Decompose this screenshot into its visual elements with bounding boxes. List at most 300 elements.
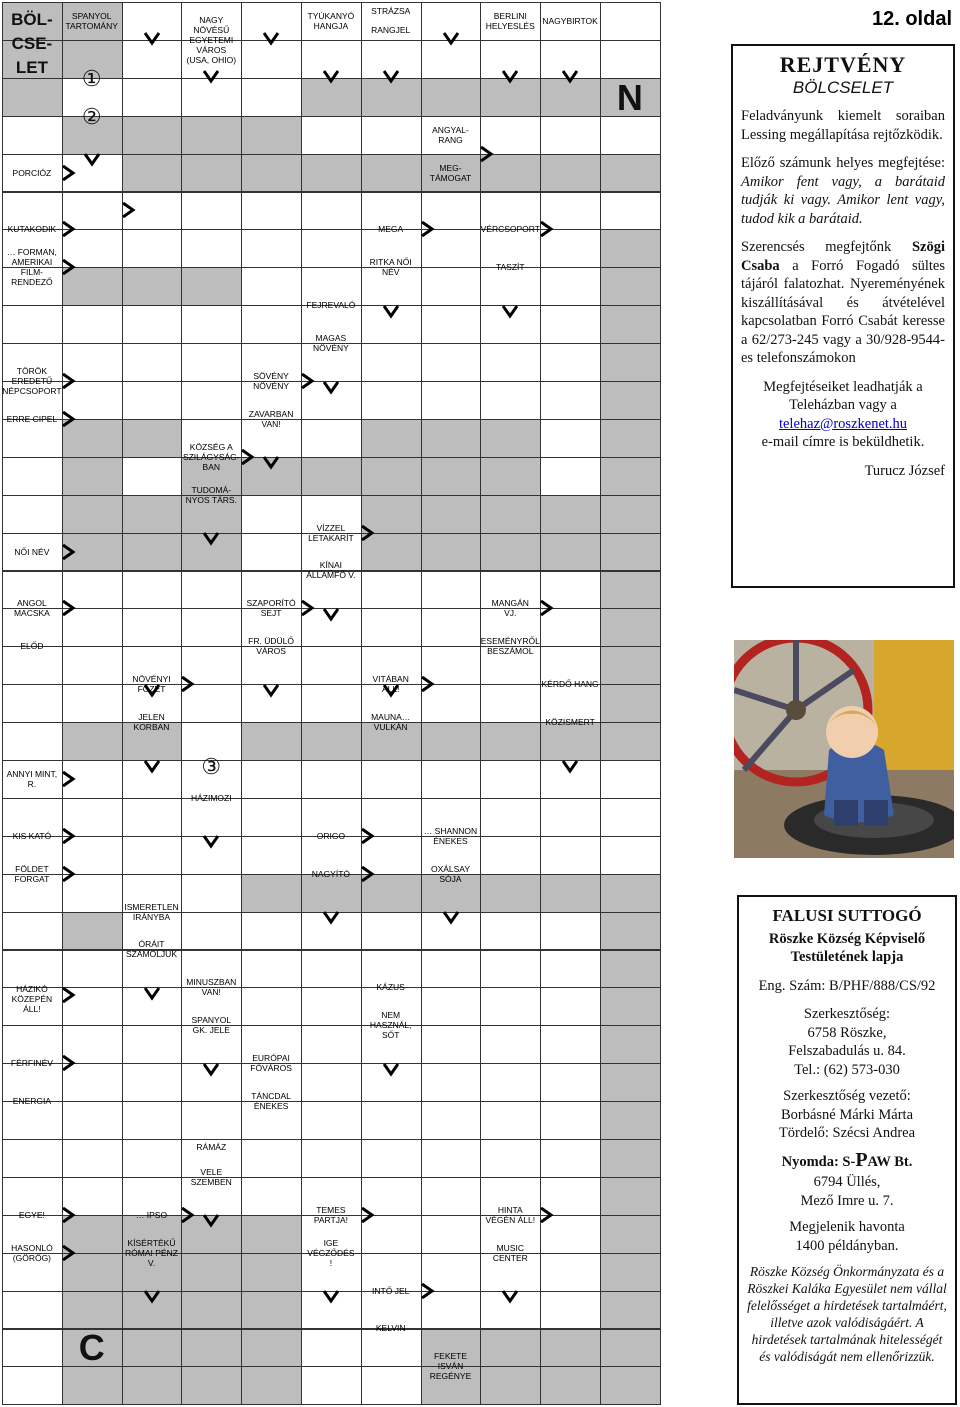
editor-label: Szerkesztőség vezető: — [783, 1088, 911, 1104]
grid-cell[interactable] — [600, 381, 661, 420]
grid-cell[interactable] — [301, 760, 362, 799]
grid-cell[interactable] — [421, 1139, 482, 1178]
grid-cell[interactable] — [301, 1366, 362, 1405]
grid-cell[interactable] — [600, 987, 661, 1026]
grid-cell[interactable] — [600, 116, 661, 155]
grid-cell[interactable] — [540, 419, 601, 458]
grid-cell[interactable] — [600, 1253, 661, 1292]
grid-cell[interactable] — [62, 646, 123, 685]
grid-cell[interactable] — [181, 571, 242, 610]
arrow-down-icon — [562, 758, 578, 774]
grid-cell[interactable] — [2, 457, 63, 496]
editorial-address-1: 6758 Röszke, — [807, 1024, 887, 1041]
grid-cell[interactable] — [241, 1291, 302, 1330]
printer-prefix: Nyomda: S- — [781, 1153, 856, 1170]
grid-cell[interactable] — [241, 798, 302, 837]
grid-cell[interactable] — [241, 192, 302, 231]
circled-number: ③ — [201, 754, 222, 779]
grid-cell[interactable] — [241, 760, 302, 799]
grid-cell[interactable] — [421, 1177, 482, 1216]
grid-cell[interactable] — [301, 1329, 362, 1368]
grid-cell[interactable] — [540, 343, 601, 382]
grid-cell[interactable] — [122, 343, 183, 382]
grid-cell[interactable] — [600, 154, 661, 193]
grid-cell[interactable] — [241, 1177, 302, 1216]
grid-cell[interactable] — [122, 457, 183, 496]
clue-text: HINTA VÉGÉN ÁLL! — [485, 1204, 536, 1225]
grid-cell[interactable] — [600, 1063, 661, 1102]
grid-cell[interactable] — [122, 495, 183, 534]
grid-cell[interactable] — [480, 419, 541, 458]
grid-cell[interactable] — [421, 987, 482, 1026]
grid-cell[interactable] — [540, 874, 601, 913]
grid-cell[interactable] — [600, 1025, 661, 1064]
grid-cell[interactable] — [62, 495, 123, 534]
grid-cell[interactable] — [600, 40, 661, 79]
clue-text: INTŐ JEL — [372, 1285, 410, 1296]
clue-text: NAGY NÖVÉSŰ EGYETEMI VÁROS (USA, OHIO) — [186, 14, 237, 65]
grid-cell[interactable] — [480, 457, 541, 496]
grid-cell[interactable] — [480, 836, 541, 875]
grid-cell[interactable] — [421, 1215, 482, 1254]
grid-cell[interactable] — [361, 608, 422, 647]
grid-cell[interactable] — [540, 836, 601, 875]
arrow-down-icon — [323, 68, 339, 84]
arrow-down-icon — [562, 68, 578, 84]
grid-cell[interactable] — [540, 381, 601, 420]
puzzle-info-box — [731, 44, 955, 588]
grid-cell[interactable] — [361, 381, 422, 420]
grid-cell[interactable] — [421, 267, 482, 306]
grid-cell[interactable] — [62, 722, 123, 761]
grid-cell[interactable] — [62, 912, 123, 951]
grid-cell[interactable] — [421, 950, 482, 989]
grid-cell[interactable] — [600, 2, 661, 41]
grid-cell[interactable] — [600, 684, 661, 723]
grid-cell[interactable] — [122, 1139, 183, 1178]
grid-cell[interactable] — [421, 495, 482, 534]
grid-cell[interactable] — [480, 1366, 541, 1405]
clue-text: … FORMAN, AMERIKAI FILM-RENDEZŐ — [6, 247, 57, 288]
grid-cell[interactable] — [361, 457, 422, 496]
previous-solution — [741, 154, 945, 228]
clue-text: MUSIC CENTER — [492, 1242, 528, 1263]
grid-cell[interactable] — [421, 305, 482, 344]
grid-cell[interactable] — [540, 495, 601, 534]
author: Turucz József — [864, 462, 945, 479]
clue-text: HÁZIMOZI — [190, 792, 232, 803]
grid-cell[interactable] — [600, 305, 661, 344]
arrow-down-icon — [203, 530, 219, 546]
grid-cell[interactable] — [600, 722, 661, 761]
grid-cell[interactable] — [241, 722, 302, 761]
grid-cell[interactable] — [600, 267, 661, 306]
grid-cell[interactable] — [122, 154, 183, 193]
grid-cell[interactable] — [301, 987, 362, 1026]
clue-text: VITÁBAN ÁLL! — [372, 674, 409, 695]
clue-text: VÉRCSOPORT — [480, 224, 540, 235]
grid-cell[interactable] — [480, 760, 541, 799]
grid-cell[interactable] — [62, 1291, 123, 1330]
grid-cell[interactable] — [421, 722, 482, 761]
grid-cell[interactable] — [421, 1063, 482, 1102]
grid-cell[interactable] — [540, 1291, 601, 1330]
grid-cell[interactable] — [600, 1139, 661, 1178]
arrow-down-icon — [84, 151, 100, 167]
grid-cell[interactable] — [540, 912, 601, 951]
grid-cell[interactable] — [600, 533, 661, 572]
grid-cell[interactable] — [540, 154, 601, 193]
grid-cell[interactable] — [301, 684, 362, 723]
grid-cell[interactable] — [241, 1215, 302, 1254]
grid-cell[interactable] — [2, 495, 63, 534]
grid-cell[interactable] — [600, 798, 661, 837]
grid-cell[interactable] — [361, 1366, 422, 1405]
clue-text: ERRE CIPEL — [6, 413, 58, 424]
arrow-down-icon — [383, 303, 399, 319]
grid-cell[interactable] — [361, 343, 422, 382]
grid-cell[interactable] — [62, 950, 123, 989]
child-photo — [734, 640, 954, 858]
grid-cell[interactable] — [540, 533, 601, 572]
circled-number: ① — [81, 65, 102, 91]
grid-cell[interactable] — [2, 722, 63, 761]
grid-cell[interactable] — [181, 229, 242, 268]
grid-cell[interactable] — [480, 1101, 541, 1140]
grid-cell[interactable] — [181, 381, 242, 420]
clue-text: FEKETE ISVÁN REGÉNYE — [429, 1351, 472, 1382]
arrow-right-icon — [60, 771, 76, 787]
grid-cell[interactable] — [122, 1366, 183, 1405]
grid-cell[interactable] — [540, 1139, 601, 1178]
arrow-down-icon — [144, 682, 160, 698]
grid-cell[interactable] — [361, 116, 422, 155]
grid-cell[interactable] — [2, 305, 63, 344]
clue-text: ENERGIA — [12, 1096, 52, 1107]
grid-cell[interactable] — [122, 1329, 183, 1368]
grid-cell[interactable] — [181, 1253, 242, 1292]
grid-cell[interactable] — [181, 154, 242, 193]
solution-letter: N — [616, 76, 643, 118]
grid-cell[interactable] — [540, 798, 601, 837]
grid-cell[interactable] — [540, 1025, 601, 1064]
arrow-down-icon — [263, 30, 279, 46]
grid-cell[interactable] — [2, 116, 63, 155]
arrow-right-icon — [419, 1283, 435, 1299]
arrow-right-icon — [179, 676, 195, 692]
grid-cell[interactable] — [600, 1291, 661, 1330]
grid-cell[interactable] — [361, 912, 422, 951]
grid-cell[interactable] — [241, 874, 302, 913]
arrow-down-icon — [502, 303, 518, 319]
clue-text: KÍSÉRTÉKŰ RÓMAI PÉNZ V. — [125, 1237, 178, 1268]
arrow-down-icon — [323, 606, 339, 622]
arrow-right-icon — [120, 202, 136, 218]
grid-cell[interactable] — [301, 722, 362, 761]
grid-cell[interactable] — [480, 874, 541, 913]
grid-cell[interactable] — [480, 722, 541, 761]
grid-cell[interactable] — [301, 229, 362, 268]
grid-cell[interactable] — [421, 457, 482, 496]
clue-text: MEG- TÁMOGAT — [429, 162, 472, 183]
imprint-box — [737, 895, 957, 1405]
grid-cell[interactable] — [122, 229, 183, 268]
grid-cell[interactable] — [122, 608, 183, 647]
grid-cell[interactable] — [122, 1063, 183, 1102]
grid-cell[interactable] — [421, 343, 482, 382]
grid-cell[interactable] — [2, 1139, 63, 1178]
grid-cell[interactable] — [62, 305, 123, 344]
grid-cell[interactable] — [241, 1329, 302, 1368]
grid-cell[interactable] — [480, 684, 541, 723]
grid-cell[interactable] — [181, 116, 242, 155]
grid-cell[interactable] — [540, 116, 601, 155]
grid-cell[interactable] — [600, 608, 661, 647]
clue-text: NŐI NÉV — [14, 546, 50, 557]
grid-cell[interactable] — [122, 305, 183, 344]
grid-cell[interactable] — [361, 154, 422, 193]
newspaper-subtitle: Röszke Község Képviselő Testületének lapja — [768, 930, 926, 965]
grid-cell[interactable] — [122, 571, 183, 610]
grid-cell[interactable] — [421, 608, 482, 647]
clue-text: MAGAS NÖVÉNY — [312, 333, 349, 354]
arrow-right-icon — [60, 1245, 76, 1261]
grid-cell[interactable] — [301, 116, 362, 155]
arrow-right-icon — [60, 373, 76, 389]
grid-cell[interactable] — [540, 305, 601, 344]
typesetter: Tördelő: Szécsi Andrea — [778, 1125, 916, 1141]
grid-cell[interactable] — [301, 457, 362, 496]
clue-text: SPANYOL GK. JELE — [191, 1015, 232, 1036]
grid-cell[interactable] — [62, 457, 123, 496]
clue-text: KÖZISMERT — [545, 717, 595, 728]
grid-cell[interactable] — [480, 1025, 541, 1064]
clue-text: MAUNA… VULKÁN — [371, 712, 411, 733]
grid-cell[interactable] — [241, 912, 302, 951]
grid-cell[interactable] — [600, 1101, 661, 1140]
grid-cell[interactable] — [540, 1253, 601, 1292]
grid-cell[interactable] — [540, 267, 601, 306]
clue-text: BERLINI HELYESLÉS — [485, 10, 535, 31]
grid-cell[interactable] — [181, 267, 242, 306]
clue-text: ANNYI MINT, R. — [6, 768, 58, 789]
grid-cell[interactable] — [181, 874, 242, 913]
grid-cell[interactable] — [301, 1101, 362, 1140]
clue-text: ORIGO — [316, 830, 346, 841]
arrow-down-icon — [144, 30, 160, 46]
grid-cell[interactable] — [600, 912, 661, 951]
clue-text: … SHANNON ÉNEKES — [423, 825, 478, 846]
grid-cell[interactable] — [122, 419, 183, 458]
grid-cell[interactable] — [241, 836, 302, 875]
grid-cell[interactable] — [122, 1101, 183, 1140]
grid-cell[interactable] — [600, 419, 661, 458]
grid-cell[interactable] — [361, 760, 422, 799]
grid-cell[interactable] — [421, 760, 482, 799]
grid-cell[interactable] — [241, 229, 302, 268]
arrow-right-icon — [60, 1207, 76, 1223]
grid-cell[interactable] — [181, 912, 242, 951]
grid-cell[interactable] — [122, 836, 183, 875]
grid-cell[interactable] — [241, 1139, 302, 1178]
grid-cell[interactable] — [480, 987, 541, 1026]
grid-cell[interactable] — [600, 495, 661, 534]
grid-cell[interactable] — [540, 1101, 601, 1140]
grid-cell[interactable] — [361, 571, 422, 610]
grid-cell[interactable] — [421, 419, 482, 458]
clue-text: JELEN KORBAN — [133, 712, 170, 733]
arrow-right-icon — [359, 828, 375, 844]
grid-cell[interactable] — [540, 1329, 601, 1368]
grid-cell[interactable] — [181, 343, 242, 382]
grid-cell[interactable] — [600, 571, 661, 610]
grid-cell[interactable] — [421, 381, 482, 420]
grid-cell[interactable] — [480, 381, 541, 420]
winner-prefix: Szerencsés megfejtőnk — [741, 239, 912, 255]
grid-cell[interactable] — [62, 1139, 123, 1178]
grid-cell[interactable] — [122, 116, 183, 155]
grid-cell[interactable] — [2, 1366, 63, 1405]
grid-cell[interactable] — [301, 1139, 362, 1178]
grid-cell[interactable] — [241, 78, 302, 117]
grid-cell[interactable] — [122, 267, 183, 306]
grid-cell[interactable] — [600, 1177, 661, 1216]
grid-cell[interactable] — [241, 116, 302, 155]
grid-cell[interactable] — [540, 950, 601, 989]
grid-cell[interactable] — [122, 533, 183, 572]
arrow-down-icon — [323, 1288, 339, 1304]
grid-cell[interactable] — [600, 229, 661, 268]
grid-cell[interactable] — [480, 343, 541, 382]
grid-cell[interactable] — [241, 533, 302, 572]
grid-cell[interactable] — [540, 1366, 601, 1405]
arrow-down-icon — [203, 1061, 219, 1077]
grid-cell[interactable] — [600, 874, 661, 913]
grid-cell[interactable] — [540, 1063, 601, 1102]
arrow-right-icon — [60, 1055, 76, 1071]
grid-cell[interactable] — [480, 950, 541, 989]
grid-cell[interactable] — [361, 419, 422, 458]
grid-cell[interactable] — [600, 1366, 661, 1405]
grid-cell[interactable] — [122, 381, 183, 420]
grid-cell[interactable] — [301, 1063, 362, 1102]
grid-cell[interactable] — [2, 1329, 63, 1368]
disclaimer: Röszke Község Önkormányzata és a Röszkei Kaláka Egyesület nem vállal felelősséget a hirdetések tartalmáért, illetve azok valódiságáért. A hirdetések tartalmának hitelességét és valódiságát nem ellenőrizzük. — [747, 1264, 947, 1364]
arrow-right-icon — [60, 165, 76, 181]
printer-address-1: 6794 Üllés, — [813, 1174, 881, 1190]
puzzle-intro: Feladványunk kiemelt soraiban Lessing megállapítása rejtőzködik. — [741, 108, 945, 143]
grid-cell[interactable] — [241, 495, 302, 534]
grid-cell[interactable] — [301, 192, 362, 231]
grid-cell[interactable] — [540, 457, 601, 496]
grid-cell[interactable] — [600, 192, 661, 231]
grid-cell[interactable] — [62, 1101, 123, 1140]
arrow-right-icon — [60, 221, 76, 237]
grid-cell[interactable] — [421, 1101, 482, 1140]
grid-cell[interactable] — [122, 1025, 183, 1064]
grid-cell[interactable] — [241, 987, 302, 1026]
grid-cell[interactable] — [122, 78, 183, 117]
grid-cell[interactable] — [241, 267, 302, 306]
grid-cell[interactable] — [480, 495, 541, 534]
grid-cell[interactable] — [600, 1329, 661, 1368]
clue-text: STRÁZSA — [371, 6, 411, 17]
grid-cell[interactable] — [480, 1329, 541, 1368]
grid-cell[interactable] — [361, 1101, 422, 1140]
grid-cell[interactable] — [241, 305, 302, 344]
clue-text: KÉRDŐ HANG — [541, 679, 599, 690]
arrow-right-icon — [60, 987, 76, 1003]
clue-text: ESEMÉNYRŐL BESZÁMOL — [480, 636, 540, 657]
grid-cell[interactable] — [600, 836, 661, 875]
puzzle-subtitle: BÖLCSELET — [792, 77, 894, 97]
grid-cell[interactable] — [600, 343, 661, 382]
clue-text: VÍZZEL LETAKARÍT — [308, 522, 354, 543]
grid-cell[interactable] — [241, 1253, 302, 1292]
clue-text: MINUSZBAN VAN! — [186, 977, 237, 998]
grid-cell[interactable] — [480, 533, 541, 572]
grid-cell[interactable] — [62, 1366, 123, 1405]
grid-cell[interactable] — [301, 154, 362, 193]
grid-cell[interactable] — [181, 1329, 242, 1368]
grid-cell[interactable] — [301, 646, 362, 685]
grid-cell[interactable] — [421, 571, 482, 610]
arrow-right-icon — [60, 544, 76, 560]
grid-cell[interactable] — [480, 1063, 541, 1102]
grid-cell[interactable] — [181, 305, 242, 344]
grid-cell[interactable] — [301, 950, 362, 989]
grid-cell[interactable] — [421, 1025, 482, 1064]
grid-cell[interactable] — [301, 1025, 362, 1064]
grid-cell[interactable] — [480, 912, 541, 951]
grid-cell[interactable] — [2, 684, 63, 723]
grid-cell[interactable] — [241, 1366, 302, 1405]
arrow-down-icon — [263, 682, 279, 698]
email-link[interactable]: telehaz@roszkenet.hu — [778, 415, 908, 432]
grid-cell[interactable] — [600, 950, 661, 989]
grid-cell[interactable] — [600, 646, 661, 685]
grid-cell[interactable] — [480, 1139, 541, 1178]
grid-cell[interactable] — [241, 950, 302, 989]
grid-cell[interactable] — [301, 419, 362, 458]
clue-text: IGE VÉGZŐDÉS ! — [307, 1237, 355, 1268]
grid-cell[interactable] — [540, 987, 601, 1026]
grid-cell[interactable] — [181, 192, 242, 231]
grid-cell[interactable] — [2, 78, 63, 117]
grid-cell[interactable] — [2, 1291, 63, 1330]
grid-cell[interactable] — [600, 1215, 661, 1254]
grid-cell[interactable] — [62, 684, 123, 723]
grid-cell[interactable] — [241, 154, 302, 193]
clue-text: ANGOL MACSKA — [13, 598, 50, 619]
grid-cell[interactable] — [600, 457, 661, 496]
grid-cell[interactable] — [600, 760, 661, 799]
grid-cell[interactable] — [122, 798, 183, 837]
clue-text: TÖRÖK EREDETŰ NÉPCSOPORT — [2, 365, 62, 396]
grid-cell[interactable] — [181, 1366, 242, 1405]
grid-cell[interactable] — [181, 1291, 242, 1330]
grid-cell[interactable] — [361, 1139, 422, 1178]
grid-cell[interactable] — [2, 912, 63, 951]
grid-cell[interactable] — [421, 533, 482, 572]
previous-solution-text: Amikor fent vagy, a barátaid tudják ki vagy. Amikor lent vagy, tudod kik a barátaid. — [741, 173, 945, 227]
clue-text: ZAVARBAN VAN! — [248, 408, 294, 429]
grid-cell[interactable] — [480, 798, 541, 837]
frequency: Megjelenik havonta — [789, 1219, 905, 1235]
grid-cell[interactable] — [421, 78, 482, 117]
arrow-right-icon — [359, 866, 375, 882]
grid-cell[interactable] — [181, 608, 242, 647]
